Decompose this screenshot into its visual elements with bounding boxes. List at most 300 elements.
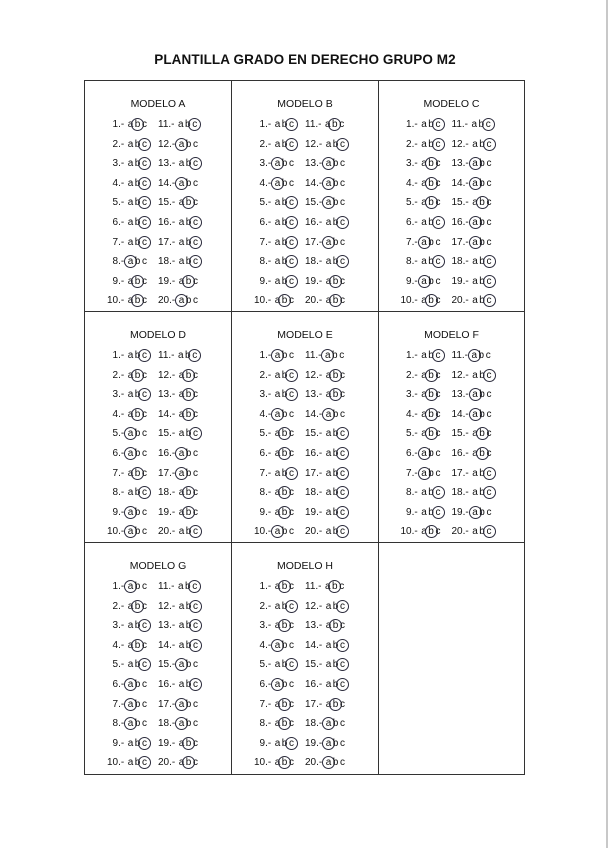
option-letter: a: [178, 678, 185, 690]
marked-option: a: [274, 522, 281, 542]
marked-option: c: [141, 213, 148, 233]
question-row: [100, 753, 148, 773]
question-row: [305, 366, 363, 386]
option-letter: b: [428, 447, 434, 459]
option-letter: c: [486, 428, 492, 440]
option-letter: b: [281, 678, 288, 690]
question-row: [394, 154, 442, 174]
option-letter: c: [339, 350, 345, 361]
option-letter: c: [142, 119, 147, 130]
option-letter: b: [134, 620, 141, 632]
option-letter: a: [178, 428, 185, 440]
option-letter: c: [142, 639, 147, 651]
option-letter: a: [421, 526, 427, 538]
option-letter: b: [134, 447, 141, 459]
option-letter: b: [479, 236, 485, 248]
marked-option: b: [185, 483, 192, 503]
option-letter: b: [479, 216, 485, 228]
question-number: 19.-: [158, 737, 179, 749]
option-letter: c: [142, 369, 147, 381]
marked-option: c: [192, 597, 199, 617]
marked-option: c: [339, 213, 346, 233]
question-number: 19.-: [451, 506, 472, 518]
option-letter: b: [185, 216, 192, 228]
question-row: [305, 655, 363, 675]
option-letter: c: [486, 389, 492, 401]
option-letter: a: [421, 177, 427, 189]
question-number: 19.-: [305, 275, 326, 287]
question-number: 13.-: [158, 158, 179, 170]
question-number: 9.-: [259, 275, 274, 287]
question-row: [452, 291, 510, 311]
option-letter: a: [127, 295, 134, 307]
option-letter: a: [421, 487, 427, 499]
marked-option: a: [178, 291, 185, 311]
question-row: [158, 366, 216, 386]
question-number: 10.-: [253, 295, 274, 307]
option-letter: b: [428, 138, 434, 150]
question-number: 14.-: [305, 408, 326, 420]
question-row: [247, 135, 295, 155]
question-number: 17.-: [305, 467, 326, 479]
question-number: 12.-: [158, 369, 179, 381]
question-row: [100, 213, 148, 233]
option-letter: c: [193, 698, 199, 710]
model-title: MODELO C: [423, 98, 480, 110]
option-letter: c: [193, 447, 199, 459]
option-letter: a: [127, 369, 134, 381]
question-row: [452, 213, 510, 233]
marked-option: b: [332, 272, 339, 292]
question-number: 9.-: [112, 506, 127, 518]
marked-option: a: [472, 233, 479, 253]
option-letter: a: [421, 216, 427, 228]
marked-option: b: [332, 291, 339, 311]
option-letter: a: [127, 177, 134, 189]
question-number: 8.-: [259, 718, 274, 730]
marked-option: c: [288, 213, 295, 233]
question-number: 20.-: [451, 295, 472, 307]
question-row: [305, 616, 363, 636]
question-row: [452, 346, 510, 366]
question-row: [158, 174, 216, 194]
question-row: [247, 577, 295, 597]
question-row: [100, 252, 148, 272]
marked-option: c: [141, 193, 148, 213]
question-number: 8.-: [112, 487, 127, 499]
option-letter: a: [274, 487, 281, 499]
marked-option: c: [192, 424, 199, 444]
question-row: [305, 424, 363, 444]
question-row: [158, 522, 216, 542]
question-number: 9.-: [112, 275, 127, 287]
option-letter: b: [134, 158, 141, 170]
option-letter: c: [193, 659, 199, 671]
marked-option: c: [486, 464, 493, 484]
question-row: [100, 695, 148, 715]
question-number: 11.-: [451, 119, 471, 130]
option-letter: b: [281, 119, 288, 130]
question-row: [305, 577, 363, 597]
question-row: [305, 675, 363, 695]
option-letter: c: [142, 447, 147, 459]
question-row: [158, 597, 216, 617]
marked-option: a: [274, 154, 281, 174]
question-number: 9.-: [259, 737, 274, 749]
empty-block: [378, 542, 525, 775]
option-letter: a: [274, 236, 281, 248]
marked-option: a: [325, 714, 332, 734]
option-letter: b: [185, 581, 191, 592]
question-row: [247, 464, 295, 484]
marked-option: b: [134, 115, 141, 135]
question-row: [247, 252, 295, 272]
question-number: 16.-: [305, 216, 326, 228]
question-number: 9.-: [259, 506, 274, 518]
marked-option: b: [185, 193, 192, 213]
question-number: 10.-: [400, 295, 421, 307]
question-number: 7.-: [112, 698, 127, 710]
question-row: [158, 154, 216, 174]
question-row: [305, 464, 363, 484]
question-row: [100, 272, 148, 292]
option-letter: c: [435, 177, 441, 189]
marked-option: a: [472, 174, 479, 194]
marked-option: c: [192, 636, 199, 656]
question-row: [158, 464, 216, 484]
option-letter: b: [134, 236, 141, 248]
option-letter: a: [325, 581, 331, 592]
question-number: 9.-: [112, 737, 127, 749]
question-number: 16.-: [305, 678, 326, 690]
option-letter: c: [340, 718, 346, 730]
question-number: 20.-: [451, 526, 472, 538]
marked-option: a: [178, 135, 185, 155]
question-number: 3.-: [259, 158, 274, 170]
option-letter: b: [281, 138, 288, 150]
question-number: 8.-: [112, 718, 127, 730]
option-letter: a: [325, 526, 332, 538]
marked-option: c: [191, 346, 198, 366]
marked-option: b: [281, 291, 288, 311]
question-number: 7.-: [406, 467, 421, 479]
option-letter: b: [281, 467, 288, 479]
marked-option: b: [134, 405, 141, 425]
option-letter: a: [325, 659, 332, 671]
option-letter: c: [289, 639, 294, 651]
option-letter: b: [281, 389, 288, 401]
option-letter: b: [428, 467, 434, 479]
question-number: 19.-: [158, 506, 179, 518]
marked-option: b: [281, 483, 288, 503]
question-number: 11.-: [305, 581, 325, 592]
question-number: 12.-: [305, 138, 326, 150]
question-row: [452, 272, 510, 292]
question-number: 17.-: [451, 236, 472, 248]
page-title: PLANTILLA GRADO EN DERECHO GRUPO M2: [154, 52, 456, 67]
marked-option: a: [178, 714, 185, 734]
marked-option: a: [324, 346, 331, 366]
marked-option: c: [339, 503, 346, 523]
question-row: [158, 483, 216, 503]
marked-option: b: [281, 714, 288, 734]
question-row: [247, 734, 295, 754]
option-letter: a: [325, 216, 332, 228]
marked-option: b: [134, 597, 141, 617]
question-number: 9.-: [406, 275, 421, 287]
question-row: [158, 346, 216, 366]
option-letter: b: [185, 526, 192, 538]
option-letter: c: [193, 295, 199, 307]
question-number: 4.-: [259, 639, 274, 651]
question-row: [100, 577, 148, 597]
option-letter: c: [193, 737, 199, 749]
option-letter: a: [274, 718, 281, 730]
option-letter: a: [274, 737, 281, 749]
option-letter: b: [478, 350, 485, 361]
question-row: [452, 522, 510, 542]
question-number: 15.-: [305, 197, 326, 209]
question-row: [394, 346, 442, 366]
option-letter: b: [281, 216, 288, 228]
option-letter: a: [421, 369, 427, 381]
option-letter: b: [332, 236, 339, 248]
question-number: 3.-: [259, 620, 274, 632]
question-number: 4.-: [112, 639, 127, 651]
marked-option: a: [274, 346, 281, 366]
model-title: MODELO G: [129, 560, 187, 572]
option-letter: c: [289, 581, 294, 592]
question-row: [247, 405, 295, 425]
question-number: 12.-: [305, 369, 326, 381]
option-letter: c: [289, 698, 294, 710]
option-letter: c: [435, 295, 441, 307]
option-letter: b: [332, 158, 339, 170]
question-row: [452, 366, 510, 386]
question-row: [100, 483, 148, 503]
question-row: [247, 193, 295, 213]
marked-option: a: [325, 154, 332, 174]
option-letter: a: [274, 295, 281, 307]
option-letter: c: [435, 526, 441, 538]
marked-option: c: [486, 366, 493, 386]
option-letter: b: [428, 275, 434, 287]
question-number: 19.-: [305, 737, 326, 749]
option-letter: c: [193, 369, 199, 381]
marked-option: a: [127, 714, 134, 734]
question-number: 2.-: [112, 369, 127, 381]
marked-option: c: [288, 366, 295, 386]
option-letter: b: [332, 428, 339, 440]
question-row: [247, 597, 295, 617]
question-number: 11.-: [158, 581, 178, 592]
option-letter: a: [274, 757, 281, 769]
option-letter: a: [274, 659, 281, 671]
question-number: 19.-: [158, 275, 179, 287]
marked-option: c: [141, 483, 148, 503]
question-row: [158, 734, 216, 754]
option-letter: a: [274, 428, 281, 440]
option-letter: b: [428, 350, 434, 361]
option-letter: c: [142, 295, 147, 307]
option-letter: b: [479, 275, 485, 287]
option-letter: b: [479, 295, 485, 307]
option-letter: b: [479, 487, 485, 499]
question-row: [100, 385, 148, 405]
option-letter: c: [486, 158, 492, 170]
question-row: [247, 346, 295, 366]
question-row: [158, 385, 216, 405]
option-letter: a: [178, 506, 185, 518]
marked-option: c: [288, 233, 295, 253]
question-number: 15.-: [305, 659, 326, 671]
option-letter: a: [274, 138, 281, 150]
question-number: 1.-: [112, 350, 127, 361]
question-row: [100, 291, 148, 311]
question-number: 14.-: [158, 177, 179, 189]
marked-option: c: [288, 115, 295, 135]
question-number: 15.-: [158, 428, 179, 440]
option-letter: b: [332, 197, 339, 209]
marked-option: c: [339, 135, 346, 155]
question-row: [158, 753, 216, 773]
question-number: 5.-: [259, 428, 274, 440]
question-row: [305, 483, 363, 503]
question-row: [394, 252, 442, 272]
question-number: 16.-: [451, 447, 472, 459]
question-number: 1.-: [259, 350, 274, 361]
option-letter: c: [142, 526, 147, 538]
question-row: [158, 291, 216, 311]
option-letter: b: [479, 369, 485, 381]
marked-option: c: [339, 444, 346, 464]
option-letter: a: [274, 506, 281, 518]
question-number: 15.-: [158, 659, 179, 671]
question-number: 2.-: [406, 369, 421, 381]
option-letter: c: [193, 177, 199, 189]
marked-option: c: [141, 154, 148, 174]
question-number: 13.-: [158, 389, 179, 401]
option-letter: a: [472, 197, 478, 209]
question-number: 20.-: [158, 757, 179, 769]
option-letter: c: [486, 236, 492, 248]
option-letter: a: [127, 408, 134, 420]
marked-option: b: [134, 291, 141, 311]
option-letter: c: [142, 275, 147, 287]
option-letter: b: [332, 526, 339, 538]
marked-option: a: [421, 444, 428, 464]
option-letter: a: [274, 197, 281, 209]
marked-option: c: [288, 734, 295, 754]
question-row: [305, 213, 363, 233]
marked-option: c: [339, 483, 346, 503]
marked-option: b: [185, 503, 192, 523]
option-letter: b: [428, 236, 434, 248]
option-letter: a: [421, 295, 427, 307]
option-letter: a: [471, 119, 478, 130]
option-letter: a: [472, 487, 478, 499]
question-number: 8.-: [112, 256, 127, 268]
marked-option: c: [339, 424, 346, 444]
option-letter: c: [339, 119, 345, 130]
option-letter: a: [325, 295, 332, 307]
option-letter: a: [274, 119, 281, 130]
option-letter: b: [281, 369, 288, 381]
option-letter: c: [289, 428, 294, 440]
question-row: [247, 213, 295, 233]
option-letter: b: [428, 119, 434, 130]
option-letter: a: [127, 138, 134, 150]
question-row: [452, 483, 510, 503]
option-letter: c: [340, 295, 346, 307]
question-number: 1.-: [259, 119, 274, 130]
option-letter: c: [435, 236, 441, 248]
question-row: [158, 655, 216, 675]
option-letter: c: [142, 408, 147, 420]
question-number: 17.-: [158, 236, 179, 248]
question-row: [452, 135, 510, 155]
question-row: [158, 233, 216, 253]
option-letter: b: [134, 506, 141, 518]
question-number: 12.-: [305, 600, 326, 612]
option-letter: b: [332, 256, 339, 268]
marked-option: c: [435, 213, 442, 233]
marked-option: b: [331, 115, 338, 135]
question-number: 1.-: [406, 350, 421, 361]
model-block: [231, 542, 379, 775]
option-letter: a: [127, 389, 134, 401]
option-letter: b: [185, 295, 192, 307]
option-letter: a: [325, 389, 332, 401]
option-letter: a: [421, 506, 427, 518]
option-letter: a: [325, 620, 332, 632]
option-letter: c: [486, 197, 492, 209]
marked-option: b: [281, 577, 288, 597]
option-letter: c: [340, 408, 346, 420]
marked-option: a: [325, 174, 332, 194]
option-letter: b: [185, 467, 192, 479]
marked-option: a: [421, 464, 428, 484]
marked-option: c: [141, 753, 148, 773]
question-number: 11.-: [451, 350, 471, 361]
marked-option: b: [428, 154, 435, 174]
marked-option: c: [288, 655, 295, 675]
question-row: [247, 291, 295, 311]
question-number: 17.-: [305, 698, 326, 710]
marked-option: a: [127, 503, 134, 523]
marked-option: c: [435, 115, 442, 135]
option-letter: c: [193, 138, 199, 150]
question-number: 6.-: [259, 447, 274, 459]
question-number: 7.-: [406, 236, 421, 248]
marked-option: b: [332, 695, 339, 715]
question-row: [305, 291, 363, 311]
marked-option: c: [288, 597, 295, 617]
question-number: 6.-: [112, 678, 127, 690]
option-letter: a: [127, 467, 134, 479]
question-row: [100, 154, 148, 174]
marked-option: b: [134, 272, 141, 292]
marked-option: b: [281, 753, 288, 773]
option-letter: b: [479, 158, 485, 170]
question-row: [247, 503, 295, 523]
question-number: 18.-: [305, 256, 326, 268]
marked-option: b: [185, 366, 192, 386]
marked-option: c: [435, 503, 442, 523]
question-number: 6.-: [406, 447, 421, 459]
question-row: [100, 193, 148, 213]
question-number: 10.-: [253, 757, 274, 769]
